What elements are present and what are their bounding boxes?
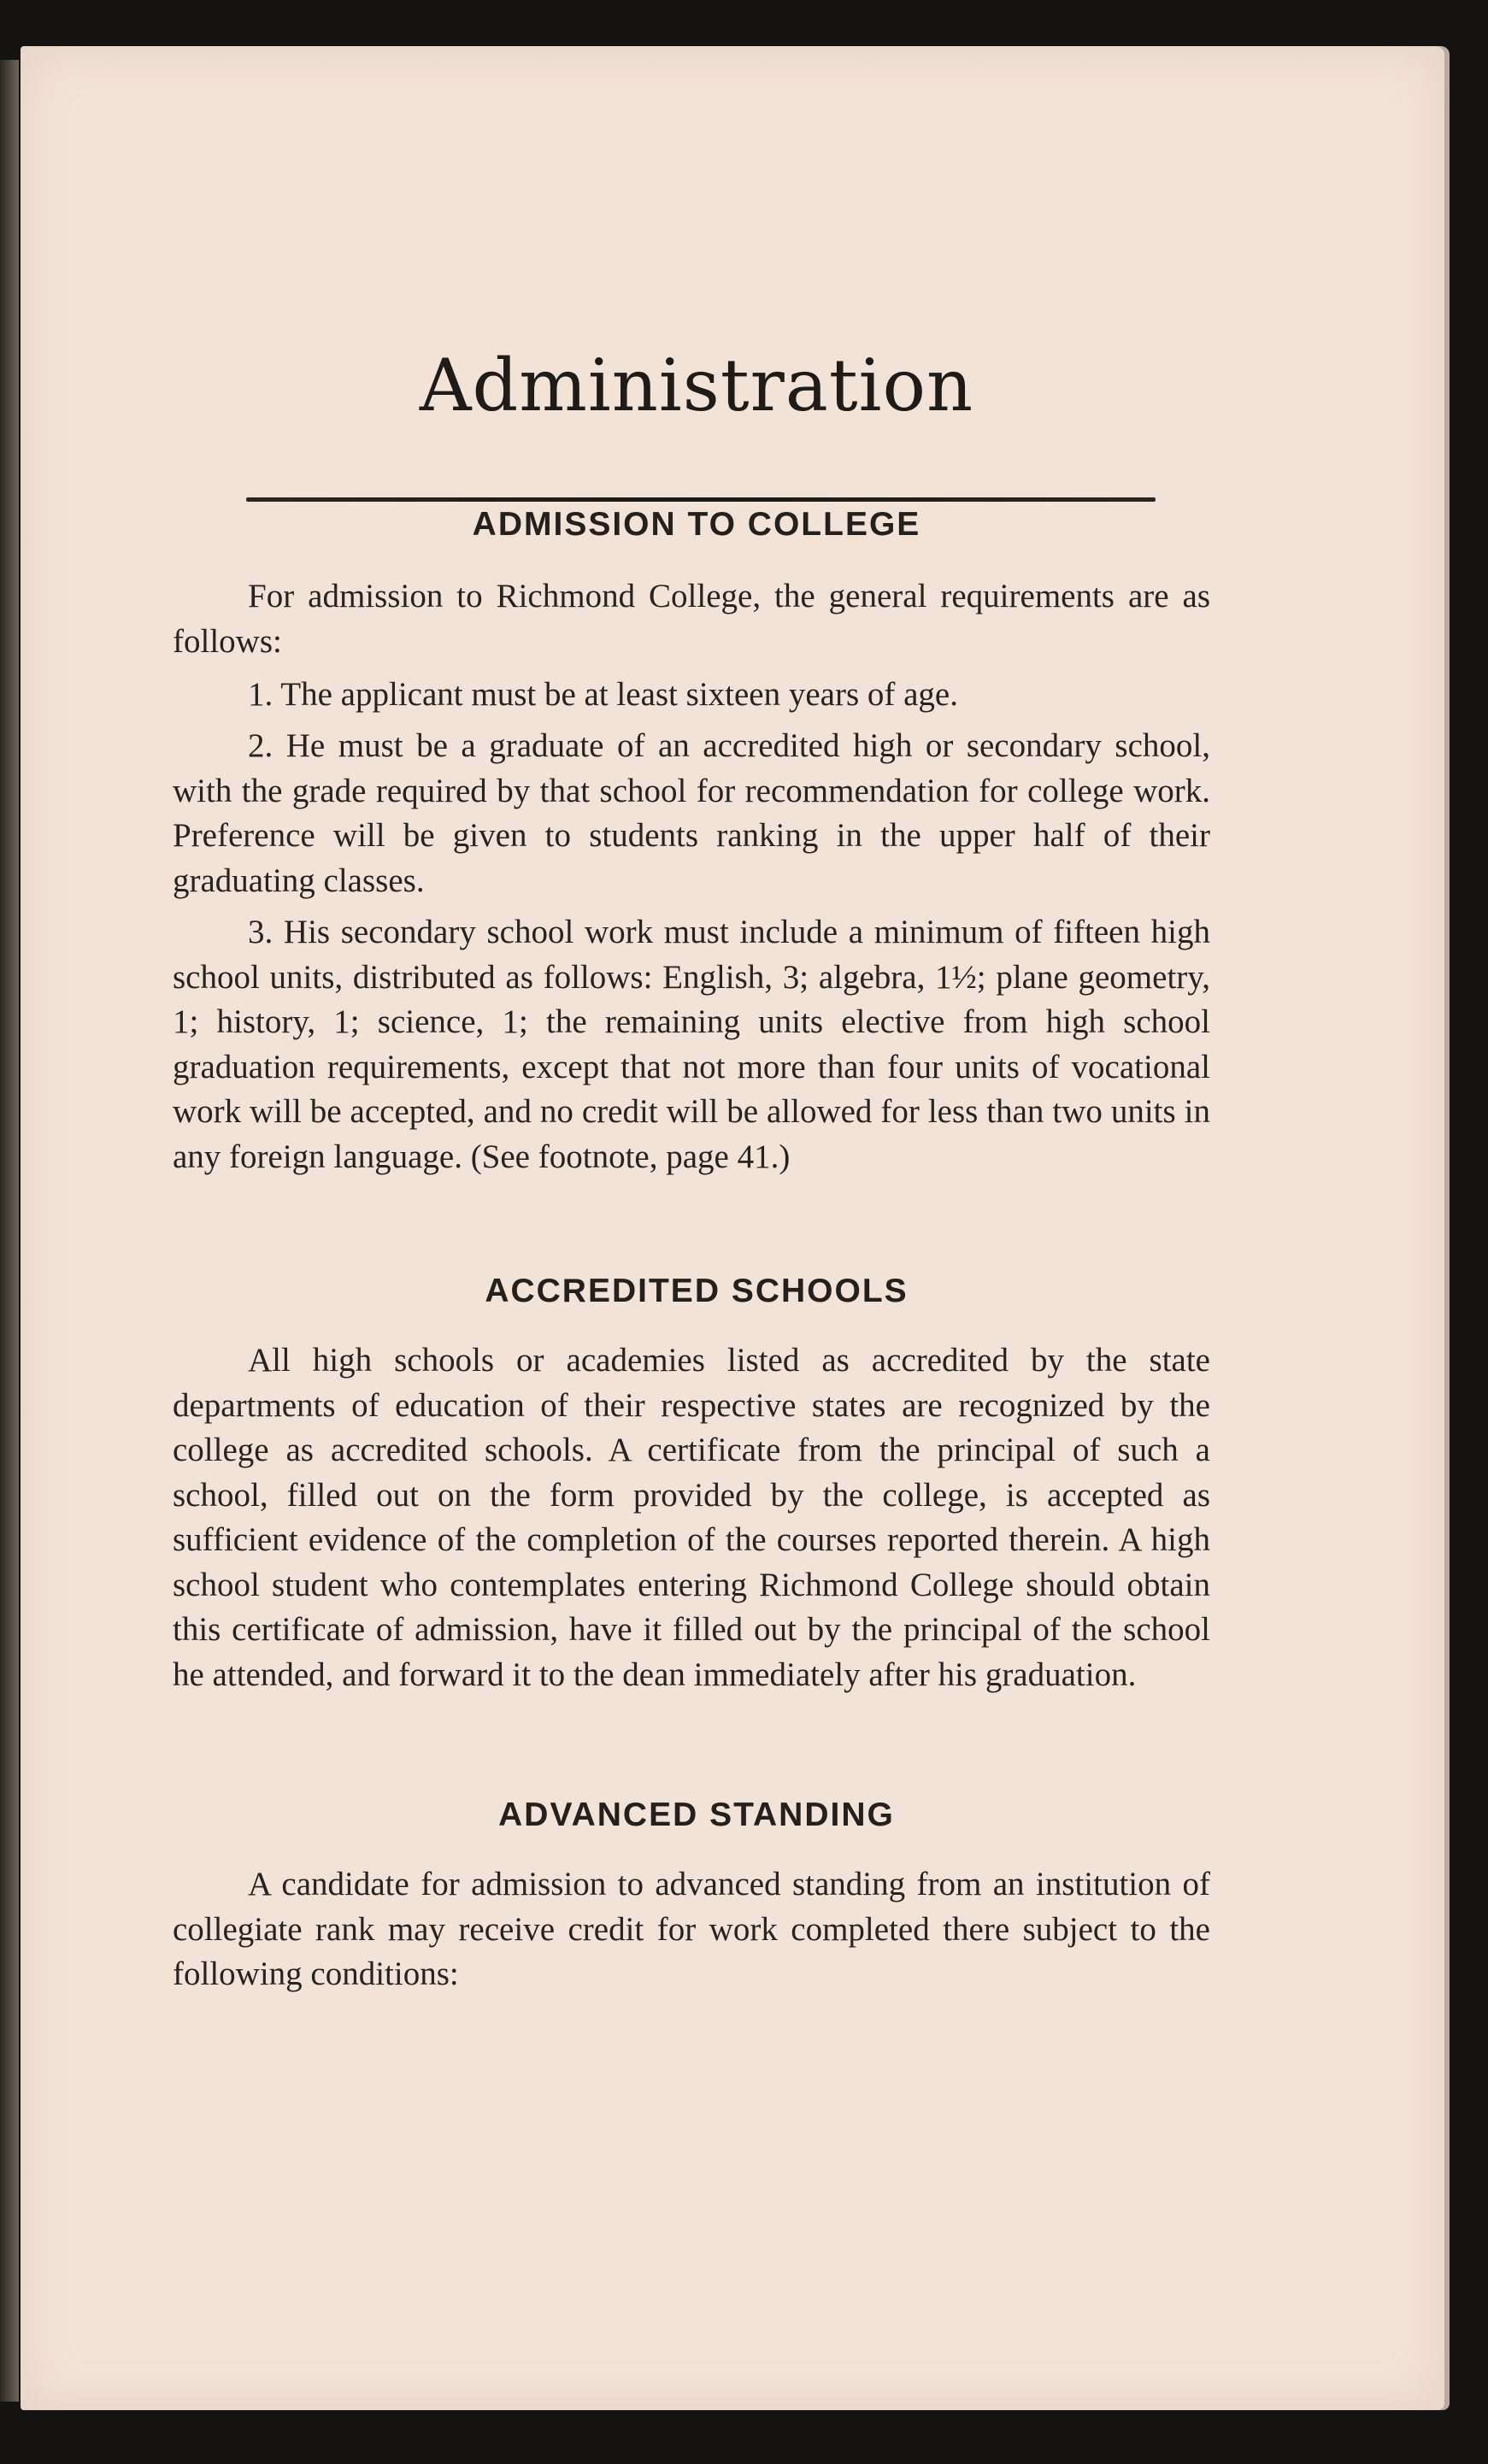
section-heading-accredited: ACCREDITED SCHOOLS	[485, 1273, 909, 1309]
section-heading-advanced: ADVANCED STANDING	[498, 1797, 895, 1833]
paragraph-advanced-standing: A candidate for admission to advanced standing from an institution of collegiate rank may receive credit for work completed there subject to the following conditions:	[173, 1866, 1210, 1992]
paragraph-admission-intro: For admission to Richmond College, the general requirements are as follows:	[173, 578, 1210, 660]
book-spine-edge	[0, 60, 19, 2402]
paragraph-requirement-2: 2. He must be a graduate of an accredited high or secondary school, with the grade required by that school for recommendation for college work. Preference will be given to students ranking in the upper half of their graduating classes.	[173, 727, 1210, 899]
paragraph-requirement-1: 1. The applicant must be at least sixteen years of age.	[248, 676, 958, 713]
document-page	[21, 46, 1444, 2410]
paragraph-requirement-3: 3. His secondary school work must include a minimum of fifteen high school units, distributed as follows: English, 3; algebra, 1½; plane geometry, 1; history, 1; science, 1; the remaining units elective from high school graduation requirements, except that not more than four units of vocational work will be accepted, and no credit will be allowed for less than two units in any foreign language. (See footnote, page 41.)	[173, 914, 1210, 1175]
paragraph-accredited-schools: All high schools or academies listed as accredited by the state departments of education of their respective states are recognized by the college as accredited schools. A certificate from the principal of such a school, filled out on the form provided by the college, is accepted as sufficient evidence of the completion of the courses reported therein. A high school student who contemplates entering Richmond College should obtain this certificate of admission, have it filled out by the principal of the school he attended, and forward it to the dean immediately after his graduation.	[173, 1342, 1210, 1693]
section-heading-admission: ADMISSION TO COLLEGE	[472, 506, 921, 543]
title-rule	[246, 497, 1156, 502]
page-title: Administration	[419, 344, 974, 427]
